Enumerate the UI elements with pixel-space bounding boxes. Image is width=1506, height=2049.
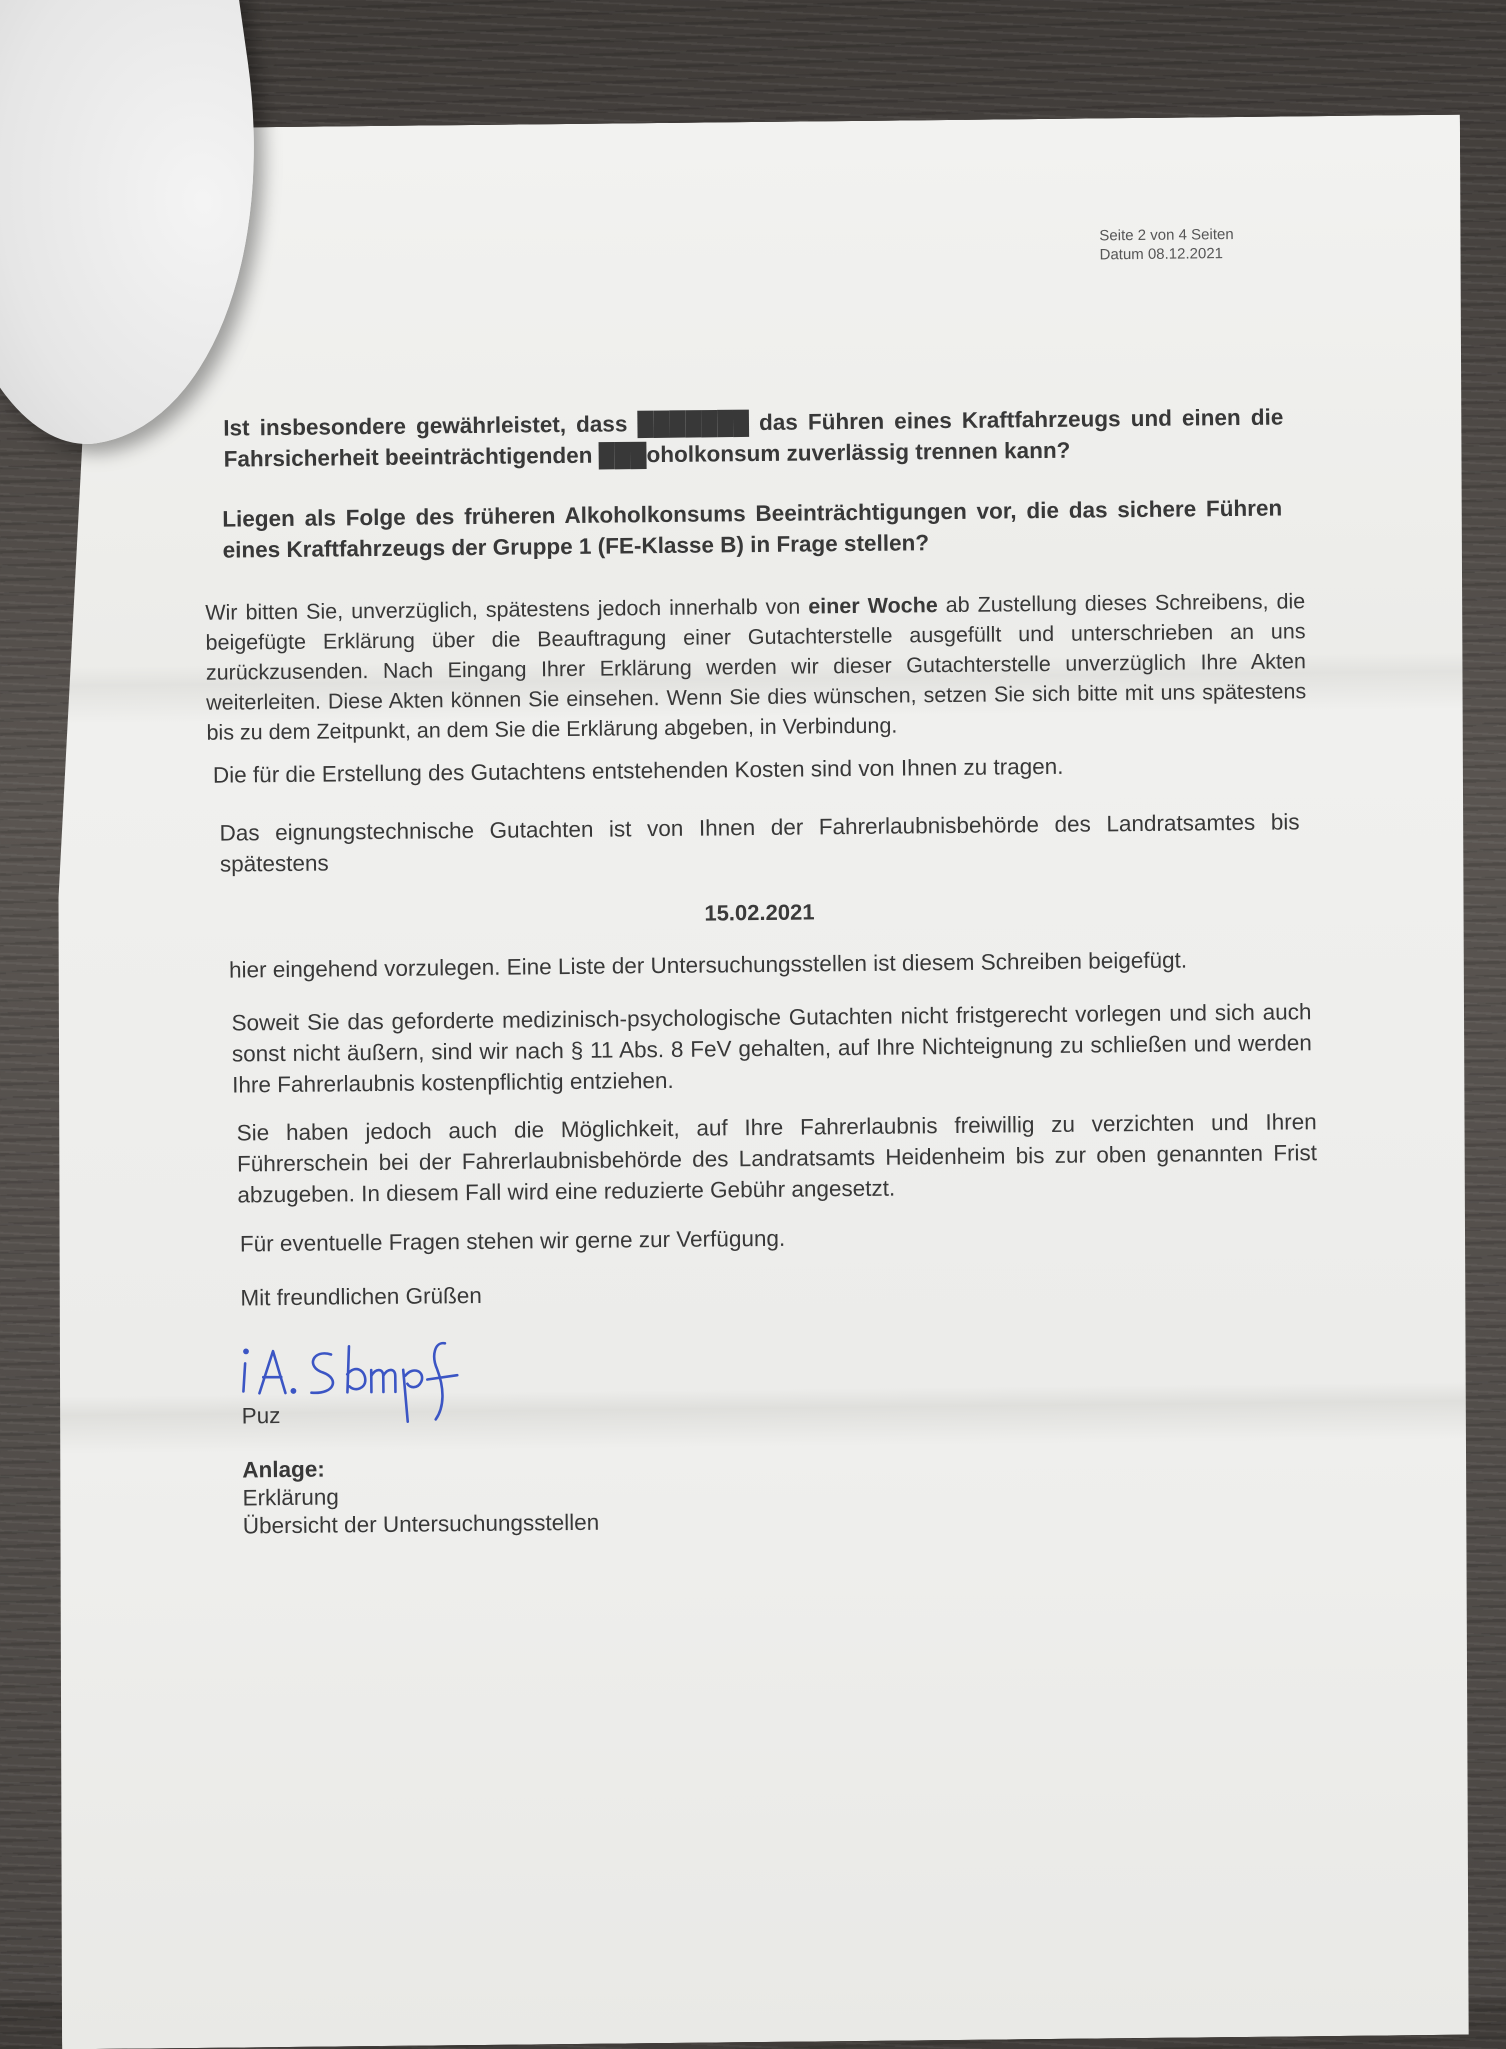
question-1: Ist insbesondere gewährleistet, dass ███████ das Führen eines Kraftfahrzeugs und einen die Fahrsicherheit beeinträchtigenden ███oholkonsum zuverlässig trennen kann? [223,404,1284,472]
attachment-item: Übersicht der Untersuchungsstellen [242,1509,600,1539]
request-text-start: Wir bitten Sie, unverzüglich, spätestens jedoch innerhalb von [205,594,809,625]
request-deadline-emphasis: einer Woche [808,593,938,619]
attachment-item: Erklärung [242,1484,339,1511]
attachments-title: Anlage: [242,1456,325,1483]
request-text-rest: ab Zustellung dieses Schreibens, die beigefügte Erklärung über die Beauftragung einer Gutachterstelle ausgefüllt und unterschrieben an uns zurückzusenden. Nach Eingang Ihrer Erklärung werden wir dieser Gutachterstelle unverzüglich Ihre Akten weiterleiten. Diese Akten können Sie einsehen. Wenn Sie dies wünschen, setzen Sie sich bitte mit uns spätestens bis zu dem Zeitpunkt, an dem Sie die Erklärung abgeben, in Verbindung. [205,589,1307,745]
deadline-date: 15.02.2021 [704,899,815,926]
letter-date: Datum 08.12.2021 [1099,245,1224,264]
paragraph-consequence: Soweit Sie das geforderte medizinisch-psychologische Gutachten nicht fristgerecht vorlegen und sich auch sonst nicht äußern, sind wir nach § 11 Abs. 8 FeV gehalten, auf Ihre Nichteignung zu schließen und werden Ihre Fahrerlaubnis kostenpflichtig entziehen. [231,999,1312,1098]
paragraph-questions: Für eventuelle Fragen stehen wir gerne zur Verfügung. [239,1225,786,1257]
letter-content [42,115,1480,2010]
paragraph-waiver-option: Sie haben jedoch auch die Möglichkeit, auf Ihre Fahrerlaubnis freiwillig zu verzichten und Ihren Führerschein bei der Fahrerlaubnisbehörde des Landratsamts Heidenheim bis zur oben genannten Frist abzugeben. In diesem Fall wird eine reduzierte Gebühr angesetzt. [236,1109,1318,1208]
signer-name: Puz [241,1403,281,1429]
attachments [242,1450,843,1540]
paragraph-request [205,586,1307,748]
paragraph-costs: Die für die Erstellung des Gutachtens entstehenden Kosten sind von Ihnen zu tragen. [212,753,1064,788]
letter-header-meta [1099,225,1234,264]
paragraph-submission: Das eignungstechnische Gutachten ist von Ihnen der Fahrerlaubnisbehörde des Landratsamtes bis spätestens [219,809,1300,877]
page-info: Seite 2 von 4 Seiten [1099,226,1234,245]
paragraph-list-note: hier eingehend vorzulegen. Eine Liste der Untersuchungsstellen ist diesem Schreiben beigefügt. [228,947,1188,983]
question-2: Liegen als Folge des früheren Alkoholkonsums Beeinträchtigungen vor, die das sichere Führen eines Kraftfahrzeugs der Gruppe 1 (FE-Klasse B) in Frage stellen? [222,495,1283,563]
closing-greeting: Mit freundlichen Grüßen [240,1282,482,1311]
